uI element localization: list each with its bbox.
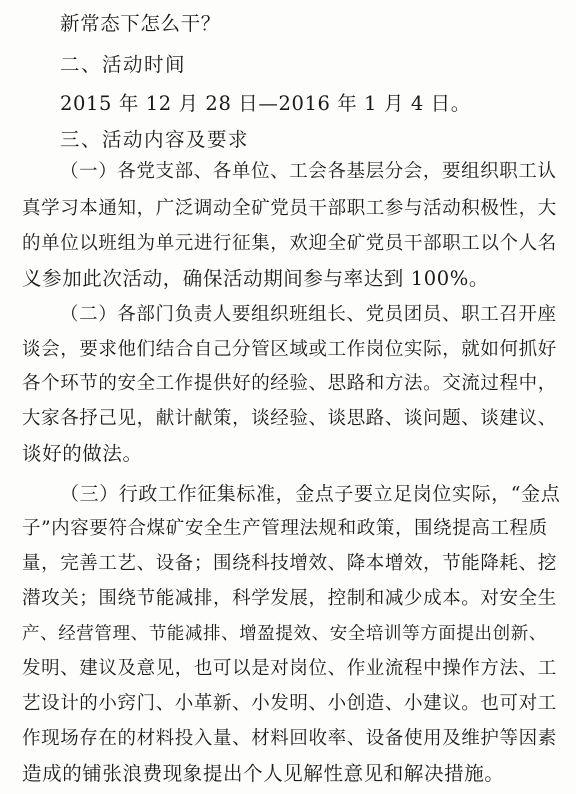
section-heading-activity-time: 二、活动时间: [60, 53, 187, 76]
paragraph-1-line: 的单位以班组为单元进行征集，欢迎全矿党员干部职工以个人名: [22, 233, 557, 254]
paragraph-1-line: （一）各党支部、各单位、工会各基层分会，要组织职工认: [60, 161, 557, 182]
paragraph-3-line: 艺设计的小窍门、小革新、小发明、小创造、小建议。也可对工: [22, 693, 557, 714]
paragraph-3-line: 发明、建议及意见，也可以是对岗位、作业流程中操作方法、工: [22, 658, 557, 679]
section-heading-content-requirements: 三、活动内容及要求: [60, 128, 250, 151]
paragraph-3-line: 量，完善工艺、设备；围绕科技增效、降本增效，节能降耗、挖: [22, 553, 557, 574]
paragraph-3-line: 作现场存在的材料投入量、材料回收率、设备使用及维护等因素: [22, 728, 557, 749]
paragraph-2-line: （二）各部门负责人要组织班组长、党员团员、职工召开座: [60, 304, 557, 325]
paragraph-3-line: 产、经营管理、节能减排、增盈提效、安全培训等方面提出创新、: [22, 624, 547, 644]
paragraph-2-line: 大家各抒己见，献计献策，谈经验、谈思路、谈问题、谈建议、: [22, 408, 557, 429]
paragraph-2-line: 谈会，要求他们结合自己分管区域或工作岗位实际，就如何抓好: [22, 339, 557, 360]
paragraph-3-line: 子”内容要符合煤矿安全生产管理法规和政策，围绕提高工程质: [22, 518, 548, 539]
paragraph-1-line: 义参加此次活动，确保活动期间参与率达到 100%。: [22, 267, 489, 290]
paragraph-1-line: 真学习本通知，广泛调动全矿党员干部职工参与活动积极性，大: [22, 198, 557, 219]
paragraph-3-line: （三）行政工作征集标准，金点子要立足岗位实际，“金点: [60, 483, 561, 505]
activity-date-range: 2015 年 12 月 28 日—2016 年 1 月 4 日。: [60, 92, 471, 115]
paragraph-2-line: 各个环节的安全工作提供好的经验、思路和方法。交流过程中，: [22, 373, 557, 394]
paragraph-3-line: 造成的铺张浪费现象提出个人见解性意见和解决措施。: [22, 762, 505, 785]
paragraph-2-line: 谈好的做法。: [22, 442, 143, 465]
paragraph-3-line: 潜攻关；围绕节能减排，科学发展，控制和减少成本。对安全生: [22, 588, 557, 609]
text-line-continuation: 新常态下怎么干？: [60, 12, 221, 35]
